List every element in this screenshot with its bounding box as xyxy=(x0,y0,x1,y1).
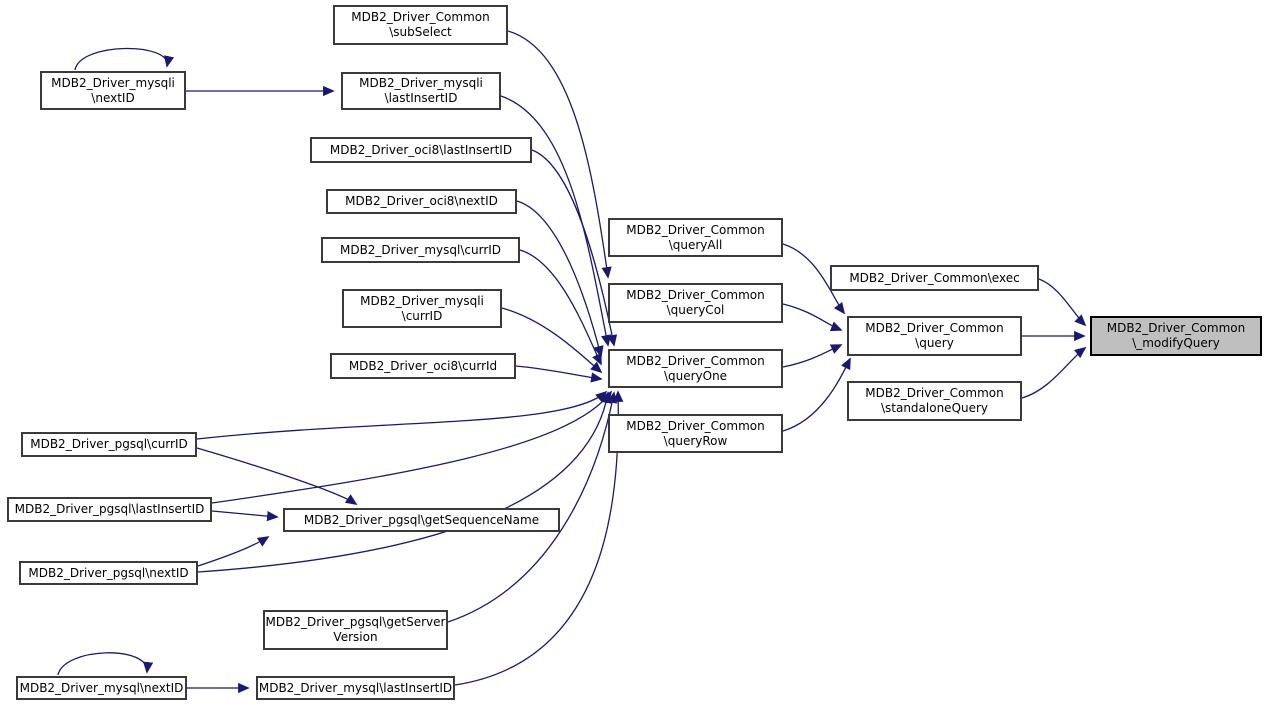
edge-oci8-currid-to-common-queryone xyxy=(516,366,601,379)
node-label-line: MDB2_Driver_Common xyxy=(626,418,765,433)
node-label-line: \queryAll xyxy=(668,237,723,252)
edge-common-exec-to-common-modifyquery xyxy=(1039,279,1085,325)
node-mysqli-currid[interactable] xyxy=(342,289,502,328)
edge-pgsql-currid-to-pgsql-getsequencename xyxy=(197,448,356,504)
node-label-line: MDB2_Driver_mysql\currID xyxy=(339,242,502,257)
node-label-line: \subSelect xyxy=(389,25,452,39)
node-mysql-currid[interactable] xyxy=(321,237,520,263)
node-common-subselect[interactable] xyxy=(333,5,508,45)
node-common-querycol[interactable] xyxy=(608,283,783,323)
node-pgsql-lastinsertid[interactable] xyxy=(7,497,212,522)
node-label-line: \_modifyQuery xyxy=(1132,336,1220,350)
edge-pgsql-nextid-to-common-queryone xyxy=(198,393,608,572)
node-common-standalonequery[interactable] xyxy=(847,381,1022,421)
edge-mysqli-nextid-to-mysqli-nextid xyxy=(75,48,167,70)
edge-mysql-nextid-to-mysql-nextid xyxy=(58,653,147,675)
node-common-queryall[interactable] xyxy=(608,218,783,257)
node-mysqli-lastinsertid[interactable] xyxy=(341,72,501,110)
edge-mysql-lastinsertid-to-common-queryone xyxy=(455,392,618,685)
node-pgsql-getsequencename[interactable] xyxy=(283,508,560,532)
edge-pgsql-nextid-to-pgsql-getsequencename xyxy=(198,537,268,566)
node-label-line: MDB2_Driver_oci8\lastInsertID xyxy=(329,142,513,157)
node-label-line: MDB2_Driver_Common xyxy=(626,288,765,302)
node-label-line: MDB2_Driver_mysql\nextID xyxy=(19,680,184,695)
node-mysql-lastinsertid[interactable] xyxy=(256,676,455,700)
node-label-line: \queryRow xyxy=(663,433,728,448)
node-label-line: MDB2_Driver_Common xyxy=(626,222,765,237)
node-oci8-nextid[interactable] xyxy=(326,189,517,214)
node-label-line: MDB2_Driver_mysql\lastInsertID xyxy=(258,680,453,695)
node-common-queryone[interactable] xyxy=(608,349,783,388)
node-oci8-lastinsertid[interactable] xyxy=(310,137,532,163)
node-label-line: MDB2_Driver_Common\exec xyxy=(849,270,1020,285)
node-label-line: MDB2_Driver_Common xyxy=(351,10,490,24)
edge-oci8-nextid-to-common-queryone xyxy=(517,201,601,356)
edge-common-queryone-to-common-query xyxy=(783,345,841,367)
edge-pgsql-lastinsertid-to-pgsql-getsequencename xyxy=(212,511,277,517)
node-label-line: \query xyxy=(915,336,954,350)
edge-mysqli-currid-to-common-queryone xyxy=(502,308,601,372)
node-pgsql-getserverversion[interactable] xyxy=(263,610,448,650)
node-label-line: Version xyxy=(333,630,378,644)
node-common-exec[interactable] xyxy=(830,265,1039,291)
node-label-line: \lastInsertID xyxy=(384,91,458,105)
node-label-line: \queryOne xyxy=(663,368,728,383)
node-label-line: \currID xyxy=(401,308,443,323)
node-label-line: MDB2_Driver_oci8\currId xyxy=(348,358,498,373)
node-label-line: \nextID xyxy=(91,90,135,105)
edge-common-queryrow-to-common-query xyxy=(783,359,850,431)
edge-common-standalonequery-to-common-modifyquery xyxy=(1022,348,1085,398)
node-mysql-nextid[interactable] xyxy=(16,676,187,700)
node-oci8-currid[interactable] xyxy=(330,353,516,379)
node-label-line: \standaloneQuery xyxy=(880,401,989,415)
node-common-queryrow[interactable] xyxy=(608,414,783,453)
node-label-line: \queryCol xyxy=(666,303,725,317)
edge-pgsql-currid-to-common-queryone xyxy=(197,392,606,439)
node-label-line: MDB2_Driver_pgsql\nextID xyxy=(28,565,189,580)
node-label-line: MDB2_Driver_oci8\nextID xyxy=(345,194,498,208)
node-mysqli-nextid[interactable] xyxy=(40,71,186,110)
node-label-line: MDB2_Driver_Common xyxy=(865,321,1004,335)
node-common-modifyquery xyxy=(1090,316,1262,356)
node-label-line: MDB2_Driver_pgsql\lastInsertID xyxy=(14,502,205,516)
node-label-line: MDB2_Driver_mysqli xyxy=(51,75,175,90)
node-label-line: MDB2_Driver_mysqli xyxy=(359,76,483,90)
node-common-query[interactable] xyxy=(847,316,1022,356)
node-label-line: MDB2_Driver_Common xyxy=(1106,321,1246,335)
edge-common-querycol-to-common-query xyxy=(783,304,841,330)
node-label-line: MDB2_Driver_pgsql\currID xyxy=(30,437,188,451)
edge-mysqli-lastinsertid-to-common-queryone xyxy=(501,96,608,345)
edge-pgsql-lastinsertid-to-common-queryone xyxy=(212,392,611,503)
node-label-line: MDB2_Driver_pgsql\getSequenceName xyxy=(303,512,540,527)
node-label-line: MDB2_Driver_Common xyxy=(865,386,1004,400)
node-pgsql-nextid[interactable] xyxy=(19,561,198,585)
node-pgsql-currid[interactable] xyxy=(21,432,197,457)
node-label-line: MDB2_Driver_Common xyxy=(626,353,765,368)
node-label-line: MDB2_Driver_mysqli xyxy=(360,293,484,308)
node-label-line: MDB2_Driver_pgsql\getServer xyxy=(265,615,446,629)
edge-mysql-currid-to-common-queryone xyxy=(520,250,601,364)
